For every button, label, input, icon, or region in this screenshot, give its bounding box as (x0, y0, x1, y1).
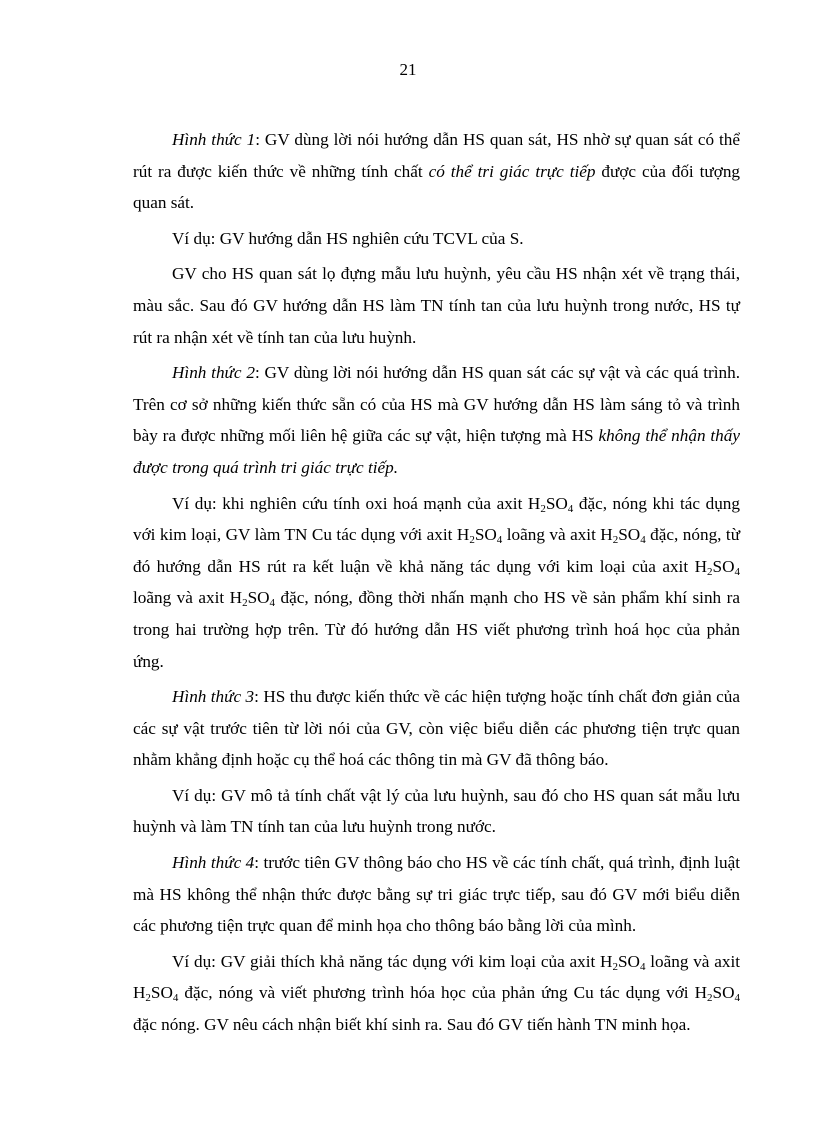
paragraph-hinh-thuc-4: Hình thức 4: trước tiên GV thông báo cho HS về các tính chất, quá trình, định luật mà HS không thể nhận thức được bằng sự tri giác trực tiếp, sau đó GV mới biểu diễn các phương tiện trực quan để minh họa cho thông báo bằng lời của mình. (133, 853, 740, 936)
paragraph-example-1-detail: GV cho HS quan sát lọ đựng mẫu lưu huỳnh, yêu cầu HS nhận xét về trạng thái, màu sắc. Sau đó GV hướng dẫn HS làm TN tính tan của lưu huỳnh trong nước, HS tự rút ra nhận xét về tính tan của lưu huỳnh. (133, 264, 740, 347)
page-number: 21 (399, 60, 417, 79)
paragraph-example-2: Ví dụ: khi nghiên cứu tính oxi hoá mạnh của axit $H_2SO_4$ đặc, nóng khi tác dụng với kim loại, GV làm TN Cu tác dụng với axit $H_2SO_4$ loãng và axit $H_2SO_4$ đặc, nóng, từ đó hướng dẫn HS rút ra kết luận về khả năng tác dụng với kim loại của axit $H_2SO_4$ loãng và axit $H_2SO_4$ đặc, nóng, đồng thời nhấn mạnh cho HS về sản phẩm khí sinh ra trong hai trường hợp trên. Từ đó hướng dẫn HS viết phương trình hoá học của phản ứng. (133, 493, 741, 671)
body-text (133, 124, 740, 1041)
hinh-thuc-1-heading: Hình thức 1 (172, 130, 256, 149)
hinh-thuc-2-heading: Hình thức 2 (172, 363, 255, 383)
paragraph-example-3: Ví dụ: GV mô tả tính chất vật lý của lưu huỳnh, sau đó cho HS quan sát mẫu lưu huỳnh và làm TN tính tan của lưu huỳnh trong nước. (133, 785, 740, 837)
hinh-thuc-3-heading: Hình thức 3 (172, 687, 255, 707)
paragraph-hinh-thuc-2: Hình thức 2: GV dùng lời nói hướng dẫn HS quan sát các sự vật và các quá trình. Trên cơ sở những kiến thức sẵn có của HS mà GV hướng dẫn HS làm sáng tỏ và trình bày ra được những mối liên hệ giữa các sự vật, hiện tượng mà HS không thể nhận thấy được trong quá trình tri giác trực tiếp. (133, 363, 740, 477)
paragraph-example-1: Ví dụ: GV hướng dẫn HS nghiên cứu TCVL của S. (172, 228, 524, 248)
hinh-thuc-4-heading: Hình thức 4 (172, 853, 255, 873)
paragraph-example-4: Ví dụ: GV giải thích khả năng tác dụng với kim loại của axit $H_2SO_4$ loãng và axit $H_2SO_4$ đặc, nóng và viết phương trình hóa học của phản ứng Cu tác dụng với $H_2SO_4$ đặc nóng. GV nêu cách nhận biết khí sinh ra. Sau đó GV tiến hành TN minh họa. (133, 951, 740, 1035)
paragraph-hinh-thuc-1: Hình thức 1: GV dùng lời nói hướng dẫn HS quan sát, HS nhờ sự quan sát có thể rút ra được kiến thức về những tính chất có thể tri giác trực tiếp được của đối tượng quan sát. (133, 130, 741, 213)
paragraph-hinh-thuc-3: Hình thức 3: HS thu được kiến thức về các hiện tượng hoặc tính chất đơn giản của các sự vật trước tiên từ lời nói của GV, còn việc biểu diễn các phương tiện trực quan nhằm khẳng định hoặc cụ thể hoá các thông tin mà GV đã thông báo. (133, 687, 741, 770)
